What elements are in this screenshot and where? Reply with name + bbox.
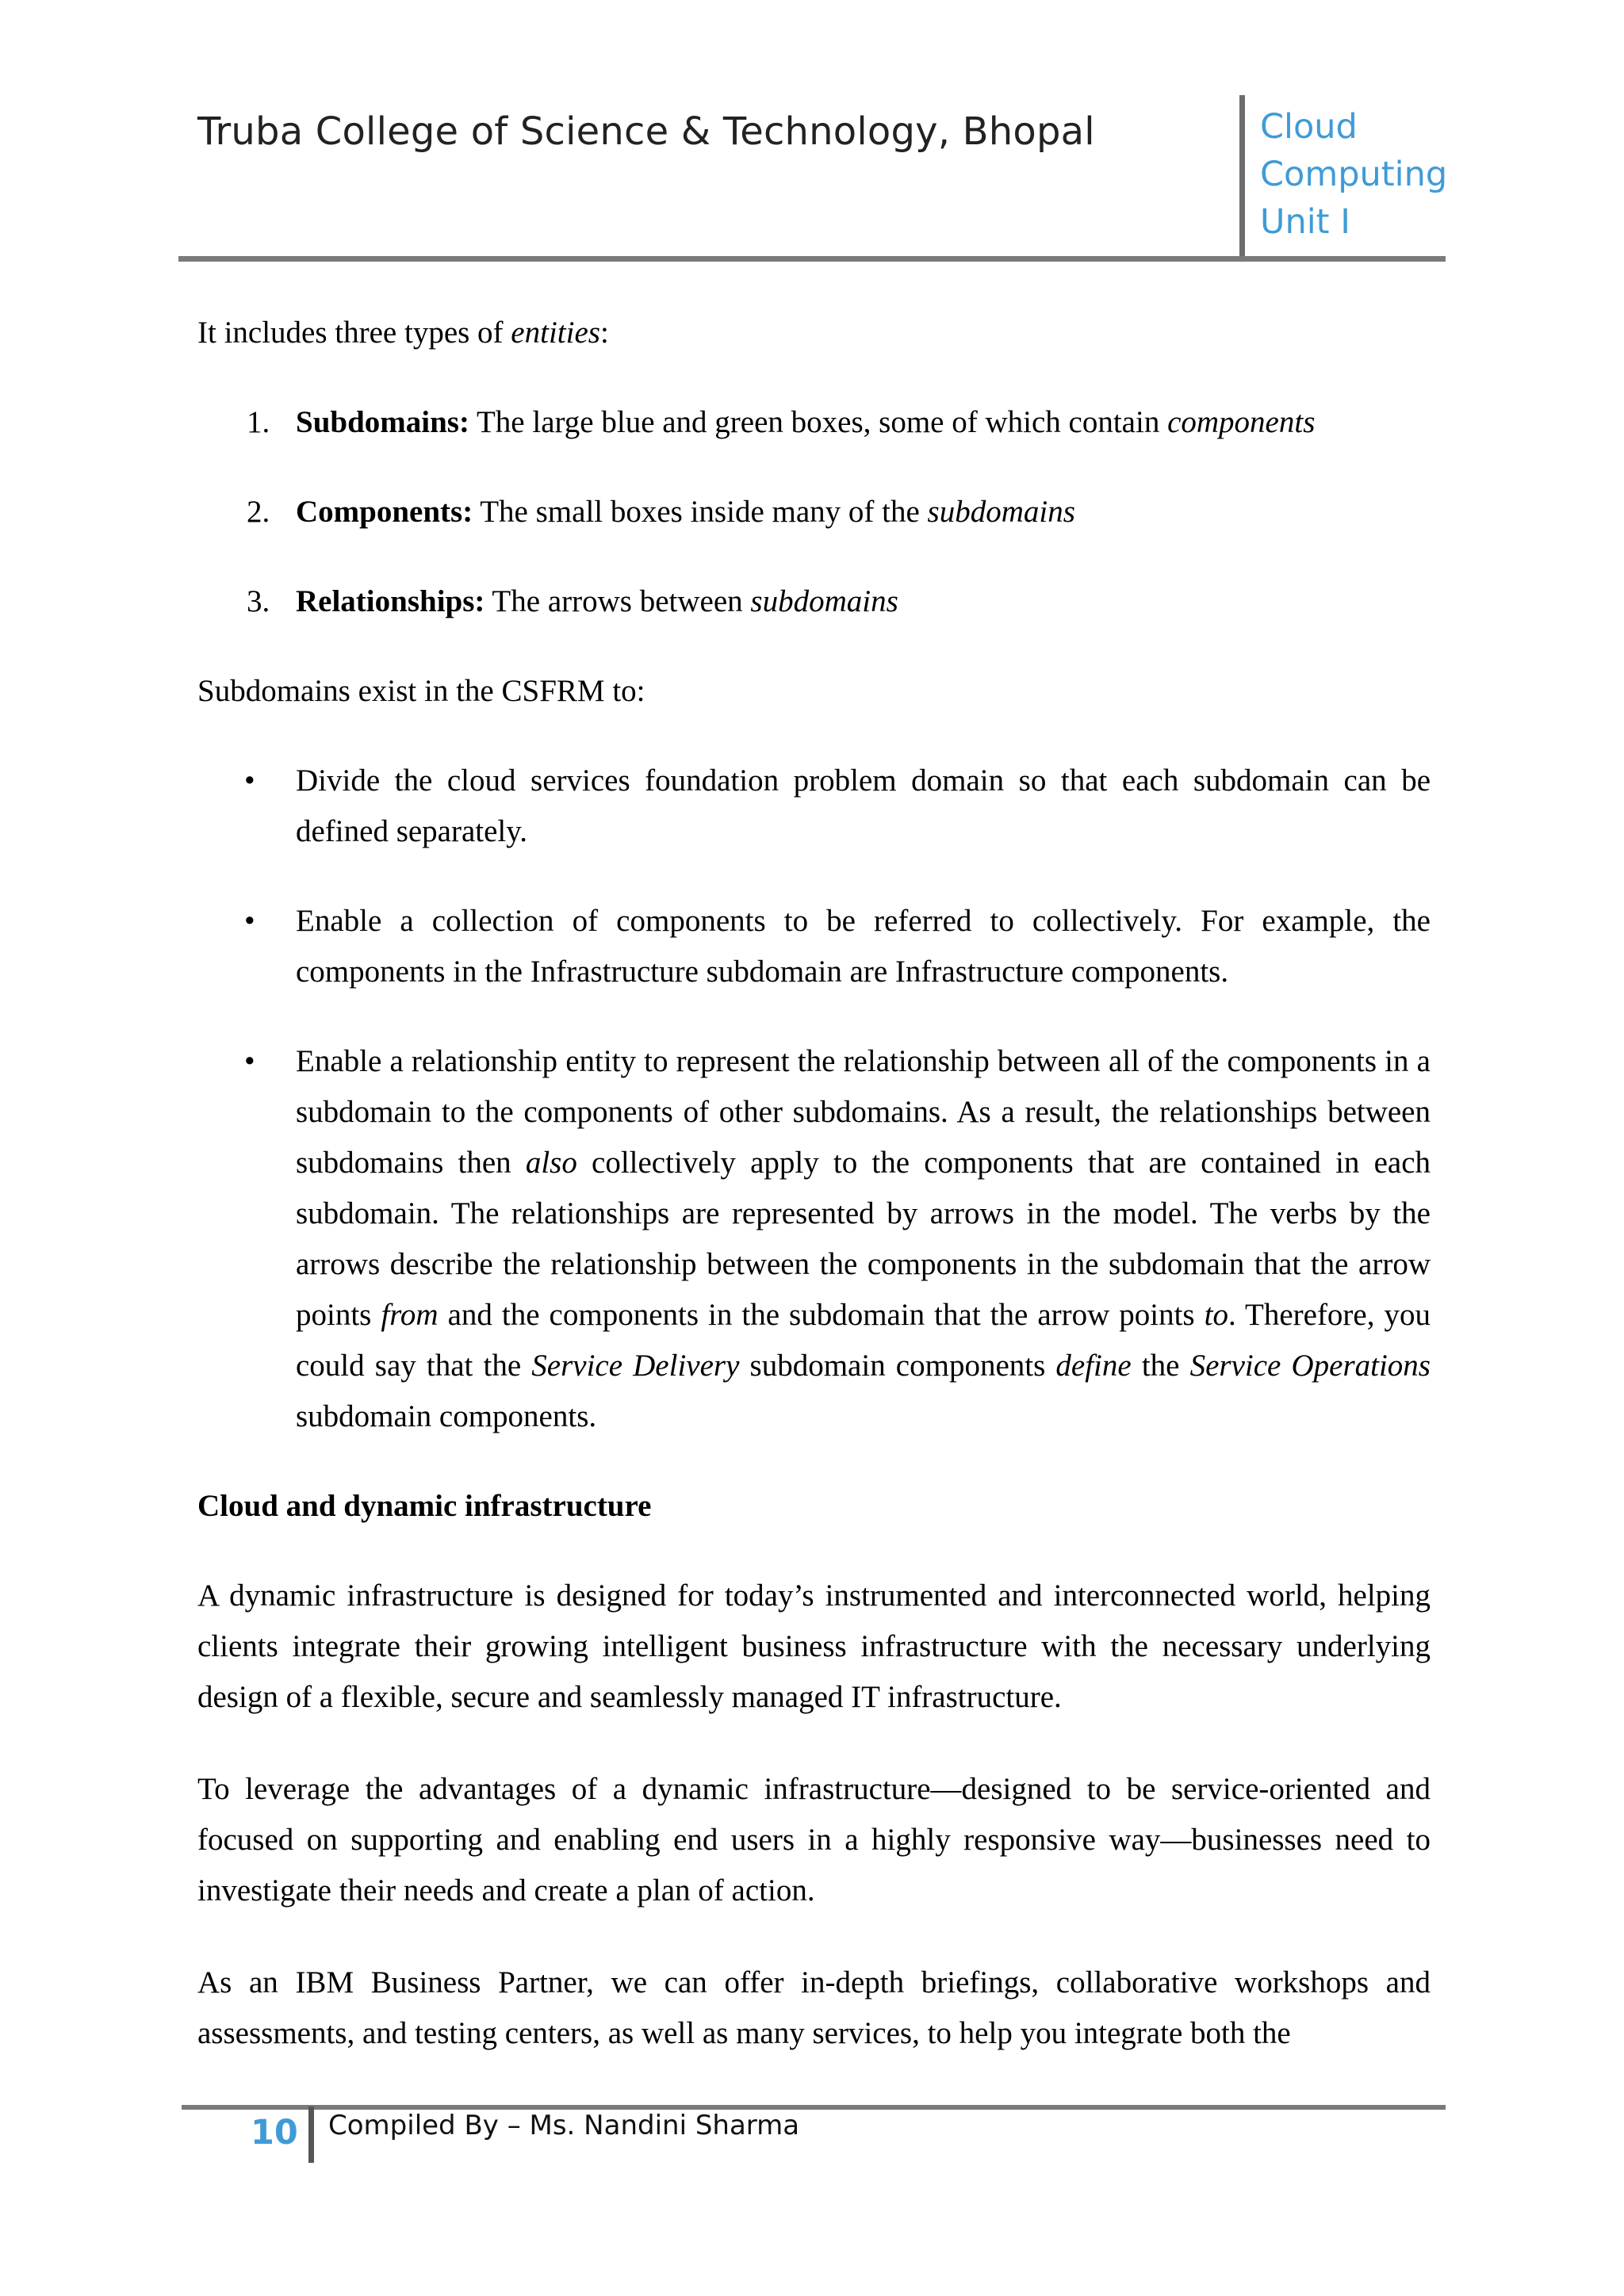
bullet-item-collection: [197, 896, 1431, 997]
list-emphasis: subdomains: [927, 495, 1075, 529]
intro-end: :: [599, 316, 609, 350]
bullet-item-divide: [197, 756, 1431, 857]
bullet-emphasis: Service Delivery: [531, 1349, 740, 1383]
bullet-dot: •: [244, 1044, 255, 1078]
bullet-item-relationship: [197, 1036, 1431, 1442]
college-name: Truba College of Science & Technology, Bhopal: [197, 109, 1095, 154]
bullet-text: Enable a collection of components to be referred to collectively. For example, the components in the Infrastructure subdomain are Infrastructure components.: [296, 904, 1431, 989]
body-paragraph: A dynamic infrastructure is designed for today’s instrumented and interconnected world, helping clients integrate their growing intelligent business infrastructure with the necessary underlying design of a flexible, secure and seamlessly managed IT infrastructure.: [197, 1578, 1431, 1714]
list-number: 3.: [247, 584, 270, 618]
bullet-text: collectively apply to the components that are contained in each subdomain. The relationships are represented by arrows in the model. The verbs by the arrows describe the relationship between the components in the subdomain that the arrow points: [296, 1146, 1431, 1332]
bullet-text: and the components in the subdomain that the arrow points: [438, 1298, 1205, 1332]
bullet-text: Divide the cloud services foundation problem domain so that each subdomain can be defined separately.: [296, 763, 1431, 848]
bullet-emphasis: to: [1204, 1298, 1228, 1332]
bullet-text: Enable a relationship entity to represent the relationship between all of the components in a subdomain to the components of other subdomains. As a result, the relationships between subdomains then: [296, 1044, 1431, 1180]
intro-emphasis: entities: [511, 316, 600, 350]
list-emphasis: components: [1167, 405, 1316, 439]
intro-paragraph: [197, 308, 1431, 358]
page-header: [0, 0, 1624, 270]
list-item-subdomains: [197, 397, 1431, 448]
subject-line-1: Cloud: [1260, 107, 1358, 147]
list-term: Subdomains:: [296, 405, 469, 439]
list-desc: The arrows between: [485, 584, 751, 618]
page-number: 10: [251, 2113, 298, 2152]
footer-divider: [308, 2107, 314, 2163]
list-desc: The large blue and green boxes, some of which contain: [469, 405, 1168, 439]
bullet-emphasis: also: [525, 1146, 577, 1180]
bullet-text: subdomain components.: [296, 1399, 597, 1433]
bullet-text: the: [1131, 1349, 1190, 1383]
list-item-relationships: [197, 576, 1431, 627]
header-rule: [178, 256, 1446, 262]
header-divider: [1239, 95, 1245, 260]
section-heading: Cloud and dynamic infrastructure: [197, 1489, 652, 1523]
bullet-dot: •: [244, 763, 255, 798]
list-term: Relationships:: [296, 584, 485, 618]
list-desc: The small boxes inside many of the: [473, 495, 928, 529]
compiled-by: Compiled By – Ms. Nandini Sharma: [328, 2110, 800, 2141]
subject-line-2: Computing: [1260, 155, 1448, 194]
body-paragraph: As an IBM Business Partner, we can offer in-depth briefings, collaborative workshops and assessments, and testing centers, as well as many services, to help you integrate both the: [197, 1965, 1431, 2050]
list-term: Components:: [296, 495, 473, 529]
bullet-emphasis: define: [1055, 1349, 1132, 1383]
bullet-emphasis: from: [381, 1298, 439, 1332]
list-number: 1.: [247, 405, 270, 439]
list-item-components: [197, 487, 1431, 538]
subdomains-intro: Subdomains exist in the CSFRM to:: [197, 674, 645, 708]
subject-label: [1260, 103, 1450, 246]
list-number: 2.: [247, 495, 270, 529]
subject-line-3: Unit I: [1260, 202, 1350, 242]
document-body: [197, 308, 1431, 2059]
body-paragraph: To leverage the advantages of a dynamic infrastructure—designed to be service-oriented and focused on supporting and enabling end users in a highly responsive way—businesses need to investigate their needs and create a plan of action.: [197, 1772, 1431, 1908]
list-emphasis: subdomains: [750, 584, 898, 618]
bullet-dot: •: [244, 904, 255, 938]
bullet-text: . Therefore, you could say that the: [296, 1298, 1431, 1383]
bullet-emphasis: Service Operations: [1189, 1349, 1431, 1383]
bullet-text: subdomain components: [739, 1349, 1056, 1383]
intro-text: It includes three types of: [197, 316, 511, 350]
